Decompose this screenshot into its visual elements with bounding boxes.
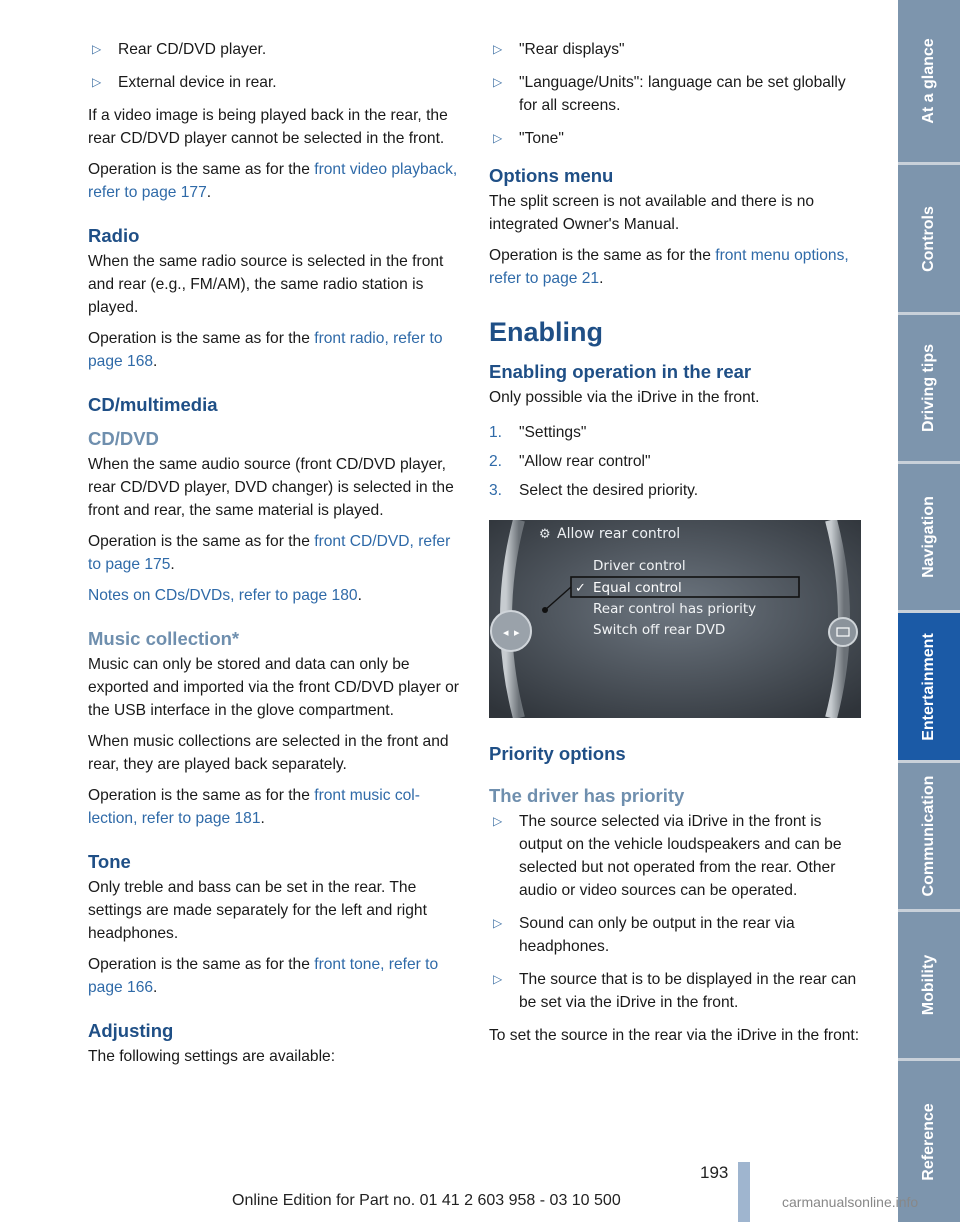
heading-adjusting: Adjusting [88, 1020, 174, 1041]
paragraph: Operation is the same as for the front CD/DVD, refer to page 175. [88, 533, 451, 573]
list-item: ▷ "Language/Units": language can be set globally for all screens. [489, 71, 861, 117]
checkmark-icon: ✓ [575, 581, 586, 596]
paragraph: When the same audio source (front CD/DVD player, rear CD/DVD player, DVD changer) is selected in the front and rear, the same material is played. [88, 456, 454, 519]
arrow-right-icon: ▸ [514, 626, 520, 639]
watermark: carmanualsonline.info [782, 1194, 919, 1210]
right-column [489, 38, 861, 1055]
heading-cd-dvd: CD/DVD [88, 428, 159, 449]
tab-communication[interactable]: Communication [898, 763, 960, 909]
tab-at-a-glance[interactable]: At a glance [898, 0, 960, 162]
menu-item-switch-off-dvd: Switch off rear DVD [593, 622, 726, 638]
list-item: ▷ "Rear displays" [489, 38, 861, 61]
heading-tone: Tone [88, 851, 131, 872]
tab-entertainment[interactable]: Entertainment [898, 613, 960, 760]
list-item: ▷ Sound can only be output in the rear via headphones. [489, 912, 861, 958]
idrive-screen-image [489, 520, 861, 718]
triangle-bullet-icon: ▷ [493, 916, 503, 930]
paragraph: Operation is the same as for the front radio, refer to page 168. [88, 330, 443, 370]
paragraph: Only treble and bass can be set in the rear. The settings are made separately for the left and right headphones. [88, 879, 427, 942]
triangle-bullet-icon: ▷ [92, 42, 102, 56]
heading-priority-options: Priority options [489, 743, 626, 764]
heading-enabling: Enabling [489, 317, 603, 347]
heading-cd-multimedia: CD/multimedia [88, 394, 218, 415]
link-menu-options[interactable]: front menu options, refer to page 21 [489, 247, 849, 287]
tab-reference[interactable]: Reference [898, 1061, 960, 1222]
list-item: 3. Select the desired priority. [489, 482, 699, 499]
link-tone[interactable]: front tone, refer to page 166 [88, 956, 439, 996]
list-item: ▷ External device in rear. [88, 71, 463, 94]
page-marker-bar [738, 1162, 750, 1222]
link-notes-cd[interactable]: Notes on CDs/DVDs, refer to page 180 [88, 587, 358, 604]
heading-options-menu: Options menu [489, 165, 614, 186]
paragraph: The following settings are available: [88, 1048, 336, 1065]
list-item: ▷ Rear CD/DVD player. [88, 38, 463, 61]
list-item: ▷ The source that is to be displayed in the rear can be set via the iDrive in the front. [489, 968, 861, 1014]
paragraph: The split screen is not available and there is no integrated Owner's Manual. [489, 193, 815, 233]
options-knob-icon [829, 618, 857, 646]
triangle-bullet-icon: ▷ [92, 75, 102, 89]
tab-controls[interactable]: Controls [898, 165, 960, 312]
tab-mobility[interactable]: Mobility [898, 912, 960, 1058]
heading-driver-priority: The driver has priority [489, 785, 685, 806]
screen-title: Allow rear control [557, 526, 681, 542]
triangle-bullet-icon: ▷ [493, 42, 503, 56]
link-cd-dvd[interactable]: front CD/DVD, refer to page 175 [88, 533, 451, 573]
paragraph: Music can only be stored and data can only be exported and imported via the front CD/DVD player or the USB interface in the glove compartment. [88, 656, 459, 719]
list-item: 1. "Settings" [489, 424, 587, 441]
footer-edition: Online Edition for Part no. 01 41 2 603 958 - 03 10 500 [232, 1192, 621, 1209]
paragraph: Operation is the same as for the front tone, refer to page 166. [88, 956, 439, 996]
heading-music-collection: Music collection* [88, 628, 240, 649]
menu-item-driver-control: Driver control [593, 558, 686, 574]
triangle-bullet-icon: ▷ [493, 814, 503, 828]
tab-driving-tips[interactable]: Driving tips [898, 315, 960, 461]
list-item: ▷ The source selected via iDrive in the front is output on the vehicle loudspeakers and can be selected but not operated from the rear. Other audio or video sources can be operated. [489, 810, 861, 902]
list-item: 2. "Allow rear control" [489, 453, 651, 470]
paragraph: To set the source in the rear via the iDrive in the front: [489, 1027, 860, 1044]
link-video-playback[interactable]: front video playback, refer to page 177 [88, 161, 458, 201]
paragraph: Only possible via the iDrive in the front. [489, 389, 760, 406]
heading-enabling-operation: Enabling operation in the rear [489, 361, 752, 382]
left-column [88, 38, 463, 1076]
heading-radio: Radio [88, 225, 140, 246]
controller-knob-icon [491, 611, 531, 651]
link-music-collection[interactable]: front music collection, refer to page 181 [88, 787, 420, 827]
chapter-tabs [898, 0, 960, 1222]
triangle-bullet-icon: ▷ [493, 75, 503, 89]
arrow-left-icon: ◂ [503, 626, 509, 639]
callout-dot [542, 607, 548, 613]
menu-item-equal-control: Equal control [593, 580, 682, 596]
paragraph: Operation is the same as for the front music collection, refer to page 181. [88, 787, 420, 827]
link-radio[interactable]: front radio, refer to page 168 [88, 330, 443, 370]
paragraph: If a video image is being played back in the rear, the rear CD/DVD player cannot be selected in the front. [88, 107, 448, 147]
paragraph: Operation is the same as for the front menu options, refer to page 21. [489, 247, 849, 287]
page-number: 193 [700, 1163, 729, 1182]
settings-gear-icon: ⚙ [539, 527, 551, 542]
triangle-bullet-icon: ▷ [493, 972, 503, 986]
paragraph: When the same radio source is selected in the front and rear (e.g., FM/AM), the same radio station is played. [88, 253, 444, 316]
paragraph: When music collections are selected in the front and rear, they are played back separately. [88, 733, 449, 773]
idrive-screen-graphic [489, 520, 861, 718]
paragraph: Operation is the same as for the front video playback, refer to page 177. [88, 161, 458, 201]
paragraph: Notes on CDs/DVDs, refer to page 180. [88, 587, 362, 604]
menu-item-rear-priority: Rear control has priority [593, 601, 757, 617]
list-item: ▷ "Tone" [489, 127, 861, 150]
tab-navigation[interactable]: Navigation [898, 464, 960, 610]
triangle-bullet-icon: ▷ [493, 131, 503, 145]
